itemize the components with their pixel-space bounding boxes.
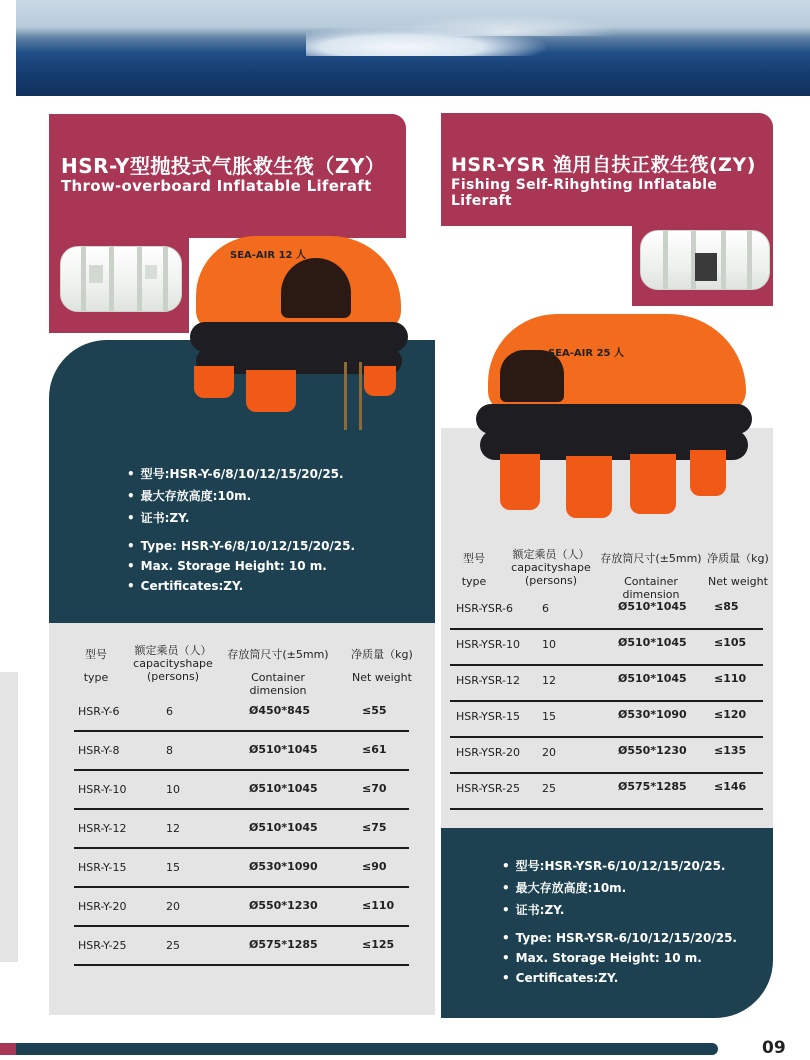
right-bullet-zh-cert: • 证书:ZY. — [502, 899, 726, 921]
cell-dimension: Ø575*1285 — [618, 780, 687, 793]
cell-capacity: 10 — [542, 638, 556, 651]
cell-weight: ≤120 — [714, 708, 747, 721]
cell-type: HSR-YSR-6 — [456, 602, 513, 615]
left-title-en: Throw-overboard Inflatable Liferaft — [61, 177, 372, 195]
cell-type: HSR-Y-25 — [78, 939, 127, 952]
cell-type: HSR-YSR-25 — [456, 782, 520, 795]
right-th-capacity: 额定乘员（人） capacityshape (persons) — [511, 548, 591, 587]
left-th-capacity: 额定乘员（人） capacityshape (persons) — [133, 644, 213, 683]
row-divider — [74, 964, 409, 966]
left-title-zh: HSR-Y型抛投式气胀救生筏（ZY） — [61, 154, 386, 178]
cell-dimension: Ø550*1230 — [249, 899, 318, 912]
cell-type: HSR-Y-6 — [78, 705, 120, 718]
right-th-dimension: 存放筒尺寸(±5mm) Container dimension — [600, 552, 702, 601]
left-liferaft-container-image — [60, 246, 182, 312]
table-row — [74, 928, 409, 966]
table-row — [74, 733, 409, 771]
row-divider — [74, 886, 409, 888]
cell-capacity: 12 — [542, 674, 556, 687]
table-row — [450, 592, 763, 630]
table-row — [450, 628, 763, 666]
wave-crest-shape — [306, 26, 546, 56]
cell-dimension: Ø450*845 — [249, 704, 311, 717]
cell-type: HSR-YSR-15 — [456, 710, 520, 723]
right-bullet-en-type: • Type: HSR-YSR-6/10/12/15/20/25. — [502, 928, 737, 948]
cell-weight: ≤75 — [362, 821, 387, 834]
left-bullet-zh-height: • 最大存放高度:10m. — [127, 485, 344, 507]
cell-weight: ≤61 — [362, 743, 387, 756]
cell-type: HSR-Y-10 — [78, 783, 127, 796]
cell-type: HSR-Y-8 — [78, 744, 120, 757]
cell-dimension: Ø510*1045 — [618, 636, 687, 649]
cell-weight: ≤135 — [714, 744, 747, 757]
right-bullets-en — [502, 928, 737, 988]
right-th-weight: 净质量（kg) Net weight — [707, 552, 769, 588]
row-divider — [74, 847, 409, 849]
cell-weight: ≤125 — [362, 938, 395, 951]
cell-weight: ≤70 — [362, 782, 387, 795]
cell-dimension: Ø530*1090 — [249, 860, 318, 873]
cell-weight: ≤110 — [714, 672, 747, 685]
left-bullet-en-type: • Type: HSR-Y-6/8/10/12/15/20/25. — [127, 536, 355, 556]
right-th-type: 型号 type — [461, 552, 487, 588]
table-row — [74, 772, 409, 810]
left-bullet-en-cert: • Certificates:ZY. — [127, 576, 355, 596]
table-row — [74, 850, 409, 888]
left-bullet-zh-cert: • 证书:ZY. — [127, 507, 344, 529]
right-liferaft-container-image — [640, 230, 770, 290]
left-raft-mark: SEA-AIR 12 人 — [230, 250, 306, 261]
cell-capacity: 20 — [166, 900, 180, 913]
cell-dimension: Ø530*1090 — [618, 708, 687, 721]
cell-capacity: 20 — [542, 746, 556, 759]
cell-capacity: 12 — [166, 822, 180, 835]
left-bullet-zh-type: • 型号:HSR-Y-6/8/10/12/15/20/25. — [127, 463, 344, 485]
row-divider — [74, 925, 409, 927]
cell-capacity: 6 — [166, 705, 173, 718]
cell-type: HSR-Y-15 — [78, 861, 127, 874]
row-divider — [74, 808, 409, 810]
left-side-strip — [0, 672, 18, 962]
page-number: 09 — [762, 1038, 786, 1058]
cell-type: HSR-Y-20 — [78, 900, 127, 913]
footer-bar — [16, 1043, 718, 1055]
cell-weight: ≤105 — [714, 636, 747, 649]
cell-type: HSR-YSR-12 — [456, 674, 520, 687]
left-th-dimension: 存放筒尺寸(±5mm) Container dimension — [227, 648, 329, 697]
right-bullet-en-height: • Max. Storage Height: 10 m. — [502, 948, 737, 968]
right-ballast-pocket — [690, 450, 726, 496]
cell-capacity: 6 — [542, 602, 549, 615]
cell-type: HSR-YSR-10 — [456, 638, 520, 651]
right-bullet-zh-height: • 最大存放高度:10m. — [502, 877, 726, 899]
left-title-panel — [49, 114, 406, 238]
cell-weight: ≤110 — [362, 899, 395, 912]
right-ballast-pocket — [630, 454, 676, 514]
cell-capacity: 8 — [166, 744, 173, 757]
table-row — [74, 889, 409, 927]
left-th-type: 型号 type — [83, 648, 109, 684]
left-ballast-pocket — [246, 370, 296, 412]
table-row — [74, 811, 409, 849]
left-boarding-ladder — [344, 362, 362, 430]
cell-weight: ≤55 — [362, 704, 387, 717]
row-divider — [450, 808, 763, 810]
left-liferaft-inflated-image — [186, 236, 411, 434]
cell-capacity: 10 — [166, 783, 180, 796]
cell-capacity: 25 — [166, 939, 180, 952]
cell-weight: ≤85 — [714, 600, 739, 613]
table-row — [74, 694, 409, 732]
left-th-weight: 净质量（kg) Net weight — [351, 648, 413, 684]
cell-dimension: Ø510*1045 — [249, 821, 318, 834]
right-bullets-zh — [502, 855, 726, 921]
left-bullets-en — [127, 536, 355, 596]
left-bullets-zh — [127, 463, 344, 529]
table-row — [450, 664, 763, 702]
left-bullet-en-height: • Max. Storage Height: 10 m. — [127, 556, 355, 576]
cell-capacity: 15 — [166, 861, 180, 874]
cell-dimension: Ø510*1045 — [618, 600, 687, 613]
right-raft-mark: SEA-AIR 25 人 — [548, 348, 624, 359]
sea-wave-banner — [16, 0, 810, 96]
footer-accent — [0, 1043, 16, 1055]
cell-dimension: Ø575*1285 — [249, 938, 318, 951]
right-bullet-en-cert: • Certificates:ZY. — [502, 968, 737, 988]
cell-weight: ≤146 — [714, 780, 747, 793]
cell-type: HSR-YSR-20 — [456, 746, 520, 759]
cell-type: HSR-Y-12 — [78, 822, 127, 835]
right-title-en: Fishing Self-Rihghting Inflatable Liferaft — [451, 177, 718, 209]
right-ballast-pocket — [500, 454, 540, 510]
left-ballast-pocket — [194, 366, 234, 398]
right-ballast-pocket — [566, 456, 612, 518]
table-row — [450, 700, 763, 738]
table-row — [450, 772, 763, 810]
left-ballast-pocket — [364, 366, 396, 396]
table-row — [450, 736, 763, 774]
cell-capacity: 15 — [542, 710, 556, 723]
right-title-panel — [441, 113, 773, 226]
cell-weight: ≤90 — [362, 860, 387, 873]
cell-capacity: 25 — [542, 782, 556, 795]
cell-dimension: Ø510*1045 — [618, 672, 687, 685]
row-divider — [74, 769, 409, 771]
right-bullet-zh-type: • 型号:HSR-YSR-6/10/12/15/20/25. — [502, 855, 726, 877]
right-liferaft-inflated-image — [474, 314, 756, 522]
cell-dimension: Ø550*1230 — [618, 744, 687, 757]
cell-dimension: Ø510*1045 — [249, 743, 318, 756]
cell-dimension: Ø510*1045 — [249, 782, 318, 795]
right-title-zh: HSR-YSR 渔用自扶正救生筏(ZY) — [451, 154, 756, 176]
row-divider — [74, 730, 409, 732]
